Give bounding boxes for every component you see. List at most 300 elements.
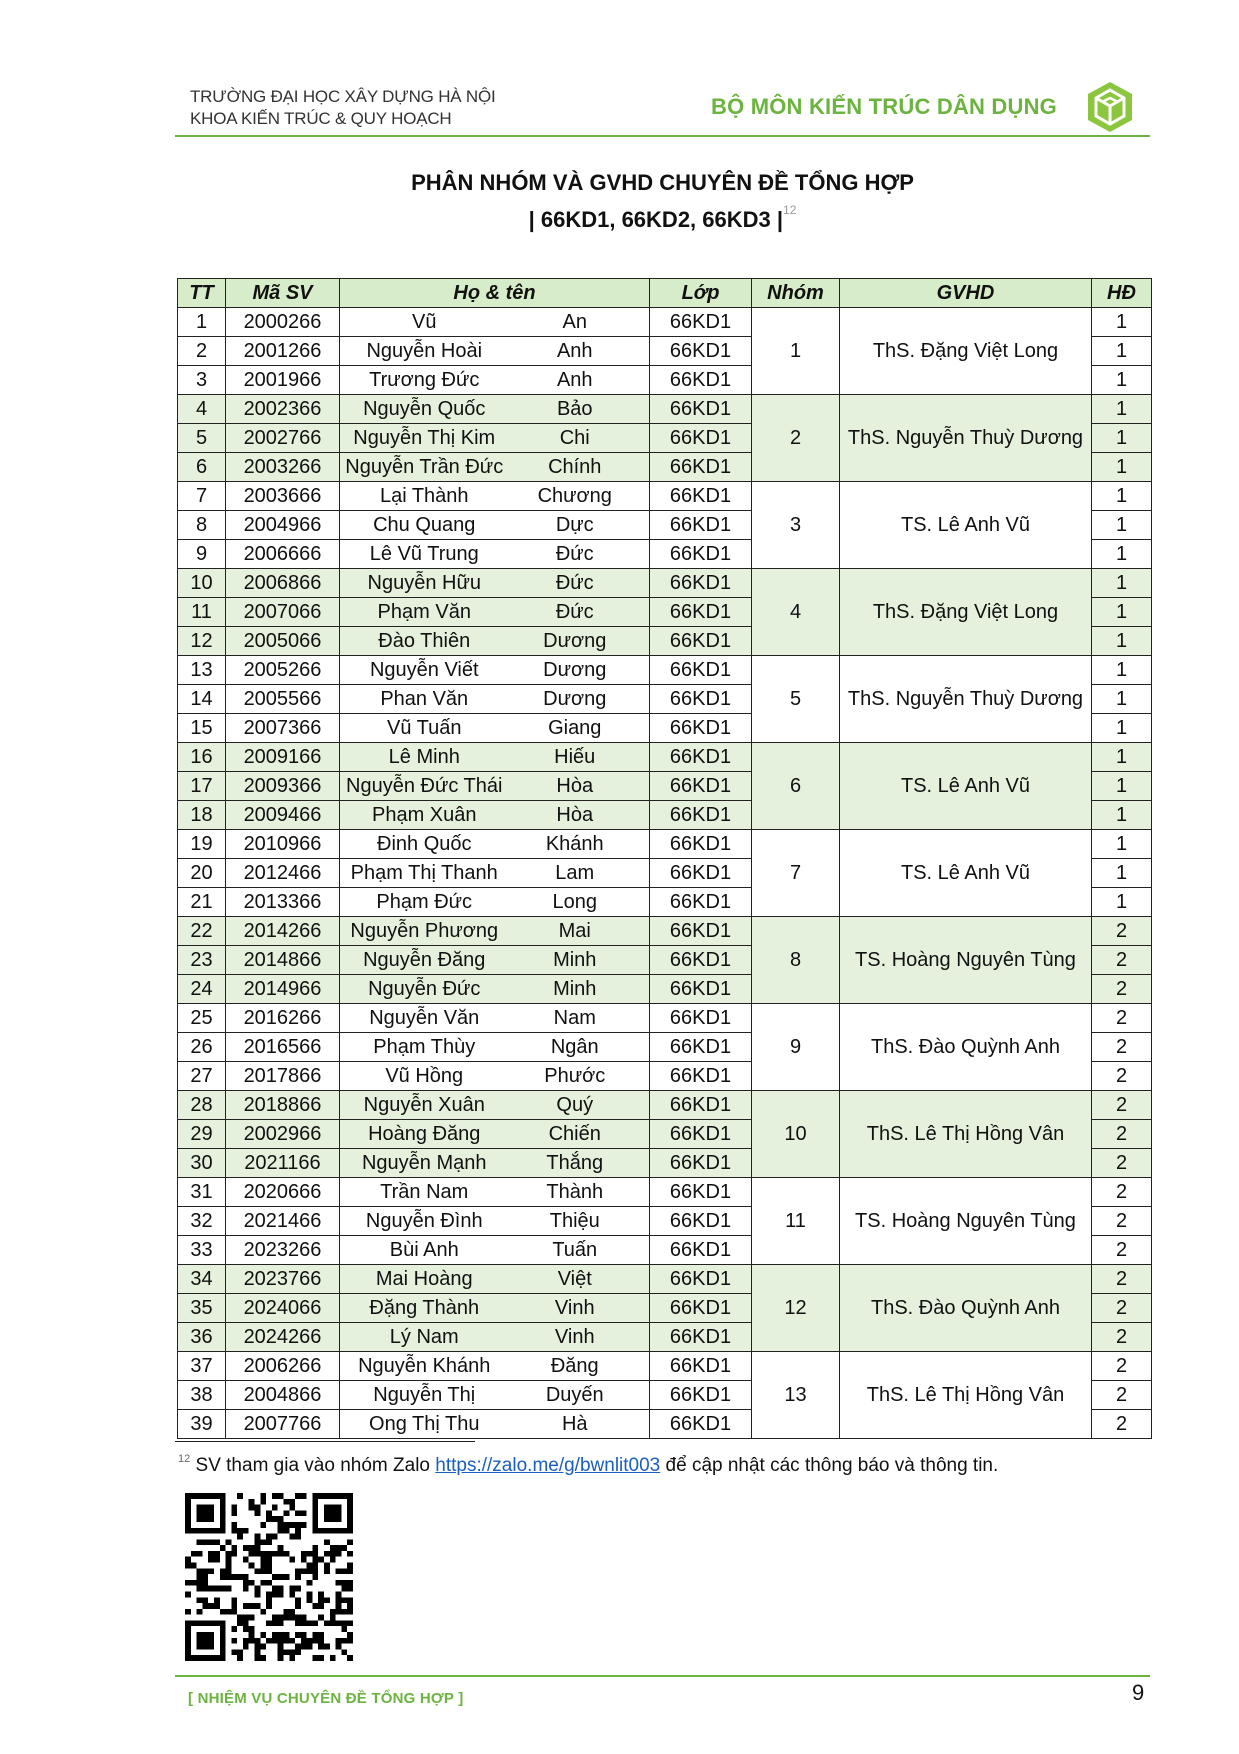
table-row [178, 1004, 1152, 1033]
footnote-text-before: SV tham gia vào nhóm Zalo [195, 1455, 430, 1476]
table-row [178, 743, 1152, 772]
header-ho-ten: Họ & tên [340, 279, 650, 308]
cell-ma-sv: 2003666 [226, 482, 340, 511]
cell-ten: Việt [505, 1265, 650, 1294]
cell-tt: 12 [178, 627, 226, 656]
cell-hd: 1 [1092, 482, 1152, 511]
cell-ten: Chương [505, 482, 650, 511]
header-gvhd: GVHD [840, 279, 1092, 308]
cell-tt: 39 [178, 1410, 226, 1439]
table-row [178, 1265, 1152, 1294]
cell-tt: 10 [178, 569, 226, 598]
cell-hd: 2 [1092, 917, 1152, 946]
cell-ma-sv: 2003266 [226, 453, 340, 482]
cell-ten: Hà [505, 1410, 650, 1439]
cell-hd: 2 [1092, 1120, 1152, 1149]
cell-hd: 2 [1092, 1033, 1152, 1062]
cell-gvhd: ThS. Đặng Việt Long [840, 569, 1092, 656]
cell-hd: 2 [1092, 1236, 1152, 1265]
cell-ho: Trần Nam [340, 1178, 505, 1207]
cell-ho: Phan Văn [340, 685, 505, 714]
cell-tt: 2 [178, 337, 226, 366]
cell-hd: 2 [1092, 1207, 1152, 1236]
table-row [178, 1178, 1152, 1207]
cell-ten: Long [505, 888, 650, 917]
cell-lop: 66KD1 [650, 772, 752, 801]
cell-ma-sv: 2010966 [226, 830, 340, 859]
cell-hd: 1 [1092, 859, 1152, 888]
cell-hd: 2 [1092, 1004, 1152, 1033]
cell-nhom: 5 [752, 656, 840, 743]
cell-lop: 66KD1 [650, 743, 752, 772]
group-assignment-table [177, 278, 1152, 1439]
cell-tt: 14 [178, 685, 226, 714]
document-subtitle [175, 203, 1150, 233]
cell-hd: 1 [1092, 337, 1152, 366]
cell-tt: 17 [178, 772, 226, 801]
cell-lop: 66KD1 [650, 1207, 752, 1236]
header-divider [175, 135, 1150, 137]
footnote-marker: 12 [178, 1453, 191, 1465]
cell-tt: 7 [178, 482, 226, 511]
cell-ho: Nguyễn Đức Thái [340, 772, 505, 801]
table-row [178, 656, 1152, 685]
cell-ma-sv: 2016566 [226, 1033, 340, 1062]
cell-ho: Nguyễn Hoài [340, 337, 505, 366]
cell-ten: Chính [505, 453, 650, 482]
cell-tt: 5 [178, 424, 226, 453]
cell-lop: 66KD1 [650, 656, 752, 685]
cell-lop: 66KD1 [650, 540, 752, 569]
table-row [178, 1352, 1152, 1381]
faculty-name: KHOA KIẾN TRÚC & QUY HOẠCH [190, 109, 452, 128]
cell-ma-sv: 2006666 [226, 540, 340, 569]
cell-lop: 66KD1 [650, 482, 752, 511]
cell-ten: Quý [505, 1091, 650, 1120]
cell-lop: 66KD1 [650, 1381, 752, 1410]
cell-hd: 2 [1092, 975, 1152, 1004]
cell-ho: Lý Nam [340, 1323, 505, 1352]
cell-ten: Vinh [505, 1323, 650, 1352]
cell-ma-sv: 2014866 [226, 946, 340, 975]
cell-ten: Thiệu [505, 1207, 650, 1236]
cell-tt: 6 [178, 453, 226, 482]
cell-tt: 37 [178, 1352, 226, 1381]
cell-ho: Nguyễn Khánh [340, 1352, 505, 1381]
cell-ho: Chu Quang [340, 511, 505, 540]
cell-lop: 66KD1 [650, 1091, 752, 1120]
cell-hd: 2 [1092, 1091, 1152, 1120]
zalo-group-link[interactable]: https://zalo.me/g/bwnlit003 [435, 1455, 661, 1476]
table-row [178, 308, 1152, 337]
cell-hd: 1 [1092, 453, 1152, 482]
cell-ho: Vũ Hồng [340, 1062, 505, 1091]
cell-ten: Mai [505, 917, 650, 946]
cell-tt: 4 [178, 395, 226, 424]
footer-divider [175, 1675, 1150, 1677]
cell-ma-sv: 2002966 [226, 1120, 340, 1149]
cell-lop: 66KD1 [650, 1120, 752, 1149]
cell-hd: 1 [1092, 511, 1152, 540]
cell-ma-sv: 2021166 [226, 1149, 340, 1178]
header-hd: HĐ [1092, 279, 1152, 308]
cell-ho: Vũ Tuấn [340, 714, 505, 743]
cell-ma-sv: 2014266 [226, 917, 340, 946]
cell-nhom: 13 [752, 1352, 840, 1439]
cell-tt: 22 [178, 917, 226, 946]
cell-ten: Nam [505, 1004, 650, 1033]
qr-code-icon[interactable] [185, 1493, 353, 1661]
cell-ho: Bùi Anh [340, 1236, 505, 1265]
cell-ten: Phước [505, 1062, 650, 1091]
table-row [178, 1091, 1152, 1120]
cell-gvhd: ThS. Đặng Việt Long [840, 308, 1092, 395]
cell-nhom: 1 [752, 308, 840, 395]
cell-tt: 32 [178, 1207, 226, 1236]
cell-hd: 1 [1092, 888, 1152, 917]
footnote [178, 1455, 998, 1477]
cell-hd: 1 [1092, 424, 1152, 453]
cell-ma-sv: 2007066 [226, 598, 340, 627]
cell-lop: 66KD1 [650, 1323, 752, 1352]
cell-ma-sv: 2007366 [226, 714, 340, 743]
cell-gvhd: TS. Lê Anh Vũ [840, 743, 1092, 830]
cell-ten: Minh [505, 946, 650, 975]
cell-gvhd: TS. Lê Anh Vũ [840, 830, 1092, 917]
cell-ten: Khánh [505, 830, 650, 859]
cell-ma-sv: 2023266 [226, 1236, 340, 1265]
header-nhom: Nhóm [752, 279, 840, 308]
cell-lop: 66KD1 [650, 1294, 752, 1323]
cell-gvhd: ThS. Nguyễn Thuỳ Dương [840, 656, 1092, 743]
cell-tt: 29 [178, 1120, 226, 1149]
cell-ten: Đức [505, 598, 650, 627]
cell-ho: Phạm Xuân [340, 801, 505, 830]
cell-lop: 66KD1 [650, 975, 752, 1004]
cell-ma-sv: 2004866 [226, 1381, 340, 1410]
cell-hd: 1 [1092, 714, 1152, 743]
cell-gvhd: TS. Hoàng Nguyên Tùng [840, 1178, 1092, 1265]
cell-tt: 36 [178, 1323, 226, 1352]
cell-nhom: 3 [752, 482, 840, 569]
table-row [178, 482, 1152, 511]
cell-hd: 2 [1092, 1410, 1152, 1439]
cell-lop: 66KD1 [650, 569, 752, 598]
cell-ten: Đức [505, 540, 650, 569]
cell-nhom: 4 [752, 569, 840, 656]
cell-hd: 1 [1092, 685, 1152, 714]
cell-ma-sv: 2005566 [226, 685, 340, 714]
cell-hd: 2 [1092, 946, 1152, 975]
cell-ten: Duyến [505, 1381, 650, 1410]
table-row [178, 917, 1152, 946]
cell-ten: Minh [505, 975, 650, 1004]
cell-hd: 1 [1092, 395, 1152, 424]
cell-ten: Thành [505, 1178, 650, 1207]
cell-ho: Nguyễn Mạnh [340, 1149, 505, 1178]
cell-hd: 2 [1092, 1323, 1152, 1352]
table-row [178, 395, 1152, 424]
cell-lop: 66KD1 [650, 1265, 752, 1294]
cell-hd: 1 [1092, 830, 1152, 859]
cell-lop: 66KD1 [650, 308, 752, 337]
cell-tt: 23 [178, 946, 226, 975]
cell-lop: 66KD1 [650, 830, 752, 859]
cell-lop: 66KD1 [650, 1178, 752, 1207]
department-name: BỘ MÔN KIẾN TRÚC DÂN DỤNG [711, 94, 1057, 119]
cell-ten: Giang [505, 714, 650, 743]
cell-ho: Vũ [340, 308, 505, 337]
cell-ma-sv: 2018866 [226, 1091, 340, 1120]
cell-lop: 66KD1 [650, 714, 752, 743]
cell-ho: Phạm Thùy [340, 1033, 505, 1062]
cell-ho: Hoàng Đăng [340, 1120, 505, 1149]
cell-hd: 1 [1092, 801, 1152, 830]
cell-nhom: 8 [752, 917, 840, 1004]
cell-ten: Anh [505, 366, 650, 395]
cell-ten: Ngân [505, 1033, 650, 1062]
cell-ma-sv: 2023766 [226, 1265, 340, 1294]
cell-hd: 1 [1092, 627, 1152, 656]
cell-ten: Đăng [505, 1352, 650, 1381]
footnote-text-after: để cập nhật các thông báo và thông tin. [665, 1455, 999, 1476]
cell-ho: Đào Thiên [340, 627, 505, 656]
cell-lop: 66KD1 [650, 1236, 752, 1265]
cell-lop: 66KD1 [650, 946, 752, 975]
cell-lop: 66KD1 [650, 627, 752, 656]
cell-tt: 18 [178, 801, 226, 830]
cell-nhom: 2 [752, 395, 840, 482]
cell-gvhd: ThS. Lê Thị Hồng Vân [840, 1091, 1092, 1178]
cell-hd: 1 [1092, 569, 1152, 598]
cell-hd: 1 [1092, 743, 1152, 772]
cell-ho: Đặng Thành [340, 1294, 505, 1323]
cell-hd: 1 [1092, 540, 1152, 569]
cell-ma-sv: 2020666 [226, 1178, 340, 1207]
cell-nhom: 11 [752, 1178, 840, 1265]
cell-ho: Phạm Văn [340, 598, 505, 627]
cell-ho: Lê Minh [340, 743, 505, 772]
table-row [178, 830, 1152, 859]
cell-lop: 66KD1 [650, 801, 752, 830]
cell-ten: Đức [505, 569, 650, 598]
cell-ho: Mai Hoàng [340, 1265, 505, 1294]
cell-ma-sv: 2000266 [226, 308, 340, 337]
cell-ma-sv: 2004966 [226, 511, 340, 540]
cell-tt: 27 [178, 1062, 226, 1091]
cell-nhom: 6 [752, 743, 840, 830]
cell-ho: Lê Vũ Trung [340, 540, 505, 569]
cell-ten: Lam [505, 859, 650, 888]
header-lop: Lớp [650, 279, 752, 308]
cell-ma-sv: 2024266 [226, 1323, 340, 1352]
cell-ho: Đinh Quốc [340, 830, 505, 859]
table-body [178, 308, 1152, 1439]
cell-ten: An [505, 308, 650, 337]
cell-tt: 30 [178, 1149, 226, 1178]
cell-tt: 13 [178, 656, 226, 685]
cell-hd: 1 [1092, 366, 1152, 395]
cell-ho: Phạm Thị Thanh [340, 859, 505, 888]
cell-nhom: 9 [752, 1004, 840, 1091]
cell-hd: 2 [1092, 1265, 1152, 1294]
cell-hd: 2 [1092, 1381, 1152, 1410]
cell-gvhd: ThS. Lê Thị Hồng Vân [840, 1352, 1092, 1439]
cell-ten: Thắng [505, 1149, 650, 1178]
cell-tt: 25 [178, 1004, 226, 1033]
cell-ten: Dương [505, 627, 650, 656]
cell-tt: 34 [178, 1265, 226, 1294]
cell-nhom: 12 [752, 1265, 840, 1352]
header-tt: TT [178, 279, 226, 308]
cell-ho: Nguyễn Thị Kim [340, 424, 505, 453]
cell-ma-sv: 2006866 [226, 569, 340, 598]
cell-ho: Nguyễn Đình [340, 1207, 505, 1236]
cell-lop: 66KD1 [650, 888, 752, 917]
institution-block [190, 86, 496, 130]
cell-lop: 66KD1 [650, 1352, 752, 1381]
cell-ma-sv: 2009466 [226, 801, 340, 830]
cell-ho: Nguyễn Thị [340, 1381, 505, 1410]
university-name: TRƯỜNG ĐẠI HỌC XÂY DỰNG HÀ NỘI [190, 87, 496, 106]
cell-ten: Hòa [505, 772, 650, 801]
cell-lop: 66KD1 [650, 395, 752, 424]
cell-ma-sv: 2014966 [226, 975, 340, 1004]
cell-ho: Nguyễn Viết [340, 656, 505, 685]
cell-ma-sv: 2001966 [226, 366, 340, 395]
cell-gvhd: TS. Hoàng Nguyên Tùng [840, 917, 1092, 1004]
cell-ma-sv: 2024066 [226, 1294, 340, 1323]
cell-ma-sv: 2012466 [226, 859, 340, 888]
cell-ten: Dương [505, 685, 650, 714]
cell-hd: 2 [1092, 1178, 1152, 1207]
cell-tt: 8 [178, 511, 226, 540]
cell-ma-sv: 2002366 [226, 395, 340, 424]
cell-lop: 66KD1 [650, 453, 752, 482]
cell-gvhd: TS. Lê Anh Vũ [840, 482, 1092, 569]
cell-tt: 24 [178, 975, 226, 1004]
cell-tt: 33 [178, 1236, 226, 1265]
cell-ma-sv: 2009366 [226, 772, 340, 801]
cell-ho: Ong Thị Thu [340, 1410, 505, 1439]
cell-tt: 15 [178, 714, 226, 743]
cell-ten: Chi [505, 424, 650, 453]
cell-lop: 66KD1 [650, 1033, 752, 1062]
cell-tt: 9 [178, 540, 226, 569]
cell-lop: 66KD1 [650, 1004, 752, 1033]
cell-lop: 66KD1 [650, 337, 752, 366]
page-number: 9 [1132, 1680, 1145, 1705]
cell-ten: Bảo [505, 395, 650, 424]
cell-lop: 66KD1 [650, 366, 752, 395]
cell-hd: 1 [1092, 308, 1152, 337]
cell-gvhd: ThS. Đào Quỳnh Anh [840, 1265, 1092, 1352]
cell-ho: Nguyễn Trần Đức [340, 453, 505, 482]
cell-lop: 66KD1 [650, 424, 752, 453]
cell-ma-sv: 2013366 [226, 888, 340, 917]
cell-ho: Lại Thành [340, 482, 505, 511]
cell-ma-sv: 2002766 [226, 424, 340, 453]
table-row [178, 569, 1152, 598]
cell-ma-sv: 2017866 [226, 1062, 340, 1091]
cell-tt: 20 [178, 859, 226, 888]
cell-nhom: 10 [752, 1091, 840, 1178]
cell-ten: Chiến [505, 1120, 650, 1149]
cell-ma-sv: 2009166 [226, 743, 340, 772]
cell-ho: Phạm Đức [340, 888, 505, 917]
cell-hd: 1 [1092, 656, 1152, 685]
cell-tt: 19 [178, 830, 226, 859]
cell-gvhd: ThS. Nguyễn Thuỳ Dương [840, 395, 1092, 482]
cell-lop: 66KD1 [650, 685, 752, 714]
cell-ho: Nguyễn Phương [340, 917, 505, 946]
cell-tt: 16 [178, 743, 226, 772]
cell-lop: 66KD1 [650, 1062, 752, 1091]
cell-ten: Vinh [505, 1294, 650, 1323]
cell-ho: Nguyễn Đức [340, 975, 505, 1004]
cell-hd: 2 [1092, 1294, 1152, 1323]
cell-ten: Dương [505, 656, 650, 685]
cell-tt: 1 [178, 308, 226, 337]
header-ma-sv: Mã SV [226, 279, 340, 308]
cell-ho: Nguyễn Đăng [340, 946, 505, 975]
cell-ten: Hòa [505, 801, 650, 830]
cell-lop: 66KD1 [650, 1410, 752, 1439]
class-list: | 66KD1, 66KD2, 66KD3 | [528, 207, 784, 232]
cell-ho: Nguyễn Hữu [340, 569, 505, 598]
cell-hd: 1 [1092, 772, 1152, 801]
cell-tt: 3 [178, 366, 226, 395]
cell-tt: 31 [178, 1178, 226, 1207]
cell-ma-sv: 2016266 [226, 1004, 340, 1033]
cell-ho: Nguyễn Xuân [340, 1091, 505, 1120]
cell-ma-sv: 2021466 [226, 1207, 340, 1236]
cell-tt: 11 [178, 598, 226, 627]
cell-hd: 2 [1092, 1352, 1152, 1381]
cell-ma-sv: 2006266 [226, 1352, 340, 1381]
cell-lop: 66KD1 [650, 859, 752, 888]
cell-ten: Hiếu [505, 743, 650, 772]
table-header-row [178, 279, 1152, 308]
cell-hd: 2 [1092, 1062, 1152, 1091]
document-title: PHÂN NHÓM VÀ GVHD CHUYÊN ĐỀ TỔNG HỢP [411, 170, 914, 195]
footer-label: [ NHIỆM VỤ CHUYÊN ĐỀ TỔNG HỢP ] [188, 1690, 464, 1707]
cell-ho: Nguyễn Quốc [340, 395, 505, 424]
cell-hd: 2 [1092, 1149, 1152, 1178]
cell-ten: Anh [505, 337, 650, 366]
cell-tt: 35 [178, 1294, 226, 1323]
cell-tt: 38 [178, 1381, 226, 1410]
cell-lop: 66KD1 [650, 511, 752, 540]
cell-ten: Tuấn [505, 1236, 650, 1265]
cell-ten: Dực [505, 511, 650, 540]
cell-lop: 66KD1 [650, 917, 752, 946]
cell-gvhd: ThS. Đào Quỳnh Anh [840, 1004, 1092, 1091]
cell-lop: 66KD1 [650, 1149, 752, 1178]
cell-tt: 21 [178, 888, 226, 917]
cell-nhom: 7 [752, 830, 840, 917]
cell-ho: Trương Đức [340, 366, 505, 395]
cell-lop: 66KD1 [650, 598, 752, 627]
cell-tt: 26 [178, 1033, 226, 1062]
cell-ho: Nguyễn Văn [340, 1004, 505, 1033]
cell-hd: 1 [1092, 598, 1152, 627]
footnote-ref: 12 [783, 203, 797, 217]
cell-ma-sv: 2001266 [226, 337, 340, 366]
cell-ma-sv: 2007766 [226, 1410, 340, 1439]
cell-ma-sv: 2005066 [226, 627, 340, 656]
footnote-divider [175, 1441, 475, 1442]
